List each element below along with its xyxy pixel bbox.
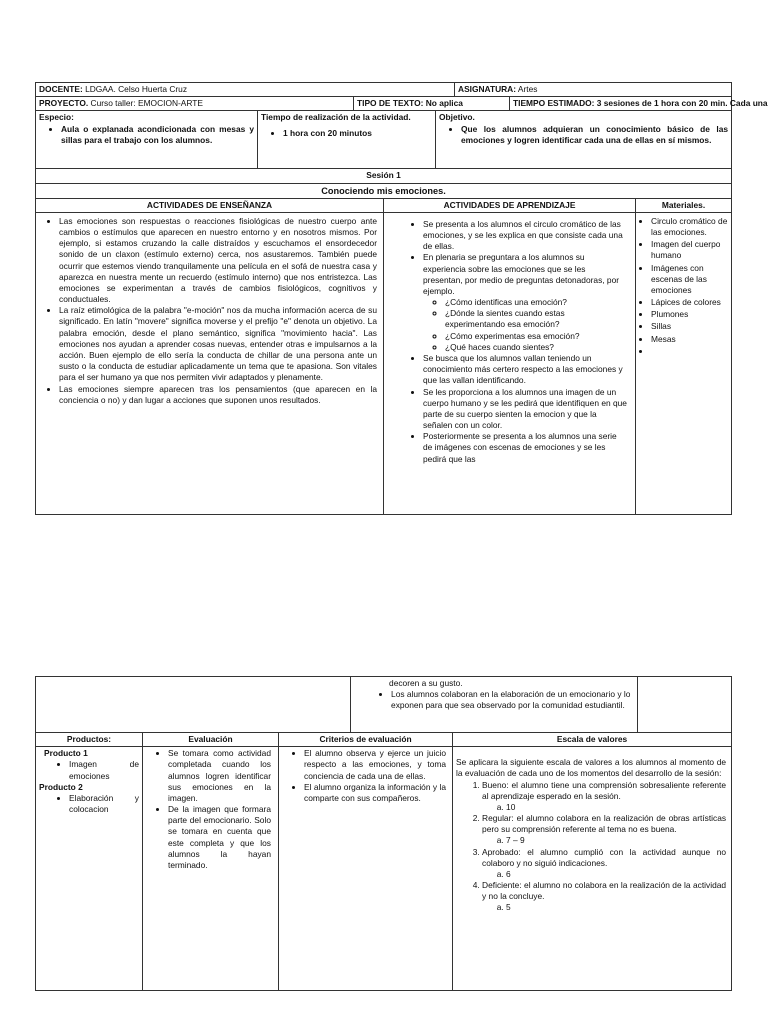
ensenanza-item: • Las emociones son respuestas o reacciones fisiológicas de nuestro cuerpo ante cambios o estímulos que aparecen en nuestro entorno y en nosotros mismos. Por ejemplo, si estamos cruzando la calle distraídos y escuchamos el ensordecedor sonido de un claxon (estímulo externo) cerca, nos asustaremos. También puede ocurrir que estemos viendo tranquilamente una película en el sofá de nuestra casa y aparezca en nuestra mente un recuerdo (estímulo interno) que nos entristezca. Las emociones se experimentan a través de cambios fisiológicos, cognitivos y conductuales. xyxy=(59,216,377,305)
proyecto-label: PROYECTO. xyxy=(39,98,89,109)
header-productos: Productos: xyxy=(36,733,143,747)
escala-level-text: Aprobado: el alumno cumplió con la actividad aunque no colaboro y no siguió indicaciones. xyxy=(482,846,727,868)
pregunta-item: ◦ ¿Qué haces cuando sientes? xyxy=(445,342,627,353)
escala-level-text: Deficiente: el alumno no colabora en la realización de la actividad y no la concluye. xyxy=(482,880,727,902)
material-item: • Sillas xyxy=(651,321,728,332)
ensenanza-item: • Las emociones siempre aparecen tras los pensamientos (que aparecen en la conciencia o no) y dan lugar a acciones que suponen unos resultados. xyxy=(59,384,377,406)
producto-item: • Imagen de emociones xyxy=(69,759,139,781)
aprendizaje-item-text: En plenaria se preguntara a los alumnos su experiencia sobre las emociones que se les presentan, por medio de preguntas detonadoras, por ejemplo. xyxy=(423,252,620,296)
escala-cell xyxy=(453,747,732,991)
producto-item: • Elaboración y colocacion xyxy=(69,793,139,815)
session-title: Sesión 1 xyxy=(36,169,732,183)
docente-value: LDGAA. Celso Huerta Cruz xyxy=(85,84,188,94)
evaluacion-cell xyxy=(143,747,279,991)
tipo-texto: TIPO DE TEXTO: No aplica xyxy=(354,97,510,111)
escala-level-value: a. 7 – 9 xyxy=(506,835,726,846)
objetivo-item: • Que los alumnos adquieran un conocimiento básico de las emociones y logren identificar cada una de ellas en sí mismos. xyxy=(461,124,728,146)
col-header-ensenanza: ACTIVIDADES DE ENSEÑANZA xyxy=(36,198,384,212)
aprendizaje-item: • Se presenta a los alumnos el circulo cromático de las emociones, y se les explica en que consiste cada una de ellas. xyxy=(423,219,627,253)
productos-cell xyxy=(36,747,143,991)
evaluacion-item: • Se tomara como actividad completada cuando los alumnos logren identificar sus emociones en la imagen. xyxy=(168,748,271,804)
objetivo-cell xyxy=(436,111,732,169)
aprendizaje-item: • Se les proporciona a los alumnos una imagen de un cuerpo humano y se les pedirá que identifiquen en que parte de su cuerpo sienten la emocion y que la señalen con un color. xyxy=(423,387,627,432)
material-item: • Plumones xyxy=(651,309,728,320)
ensenanza-item: • La raíz etimológica de la palabra "e-moción" nos da mucha información acerca de su significado. En latín "movere" significa moverse y el prefijo "e" denota un objetivo. La palabra emoción, desde el plano semántico, significa "movimiento hacia". Las emociones nos ayudan a aprender cosas nuevas, entender otras e impulsarnos a la acción. Buen ejemplo de ello sería la conducta de chillar de una persona ante un susto o la conducta de estudiar aplicadamente un tema que te apasiona. Son vitales para el ser humano ya que nos permiten vivir adaptados y plenamente. xyxy=(59,305,377,383)
docente-label: DOCENTE: xyxy=(39,84,83,94)
col-header-materiales: Materiales. xyxy=(636,198,732,212)
materiales-cell xyxy=(636,212,732,514)
espacio-item: • Aula o explanada acondicionada con mesas y sillas para el trabajo con los alumnos. xyxy=(61,124,254,146)
aprendizaje-item: • Se busca que los alumnos vallan teniendo un conocimiento más certero respecto a las emociones y que las vallan identificando. xyxy=(423,353,627,387)
escala-level xyxy=(482,847,726,881)
evaluacion-item: • De la imagen que formara parte del emocionario. Solo se tomara en cuenta que este completa y que los alumnos la hayan terminado. xyxy=(168,804,271,871)
escala-intro: Se aplicara la siguiente escala de valores a los alumnos al momento de la evaluación de cada uno de los momentos del desarrollo de la sesión: xyxy=(456,757,727,779)
aprendizaje-cell xyxy=(384,212,636,514)
objetivo-label: Objetivo. xyxy=(439,112,475,123)
producto-2-label: Producto 2 xyxy=(39,781,83,792)
escala-level-text: Regular: el alumno colabora en la realización de obras artísticas pero su comprensión referente al tema no es buena. xyxy=(482,813,727,835)
header-escala: Escala de valores xyxy=(453,733,732,747)
escala-level-text: Bueno: el alumno tiene una comprensión sobresaliente referente al aprendizaje esperado en la sesión. xyxy=(482,779,727,801)
proyecto-value: Curso taller: EMOCION-ARTE xyxy=(90,98,203,109)
escala-level xyxy=(482,880,726,914)
espacio-cell xyxy=(36,111,258,169)
aprendizaje-item: • Posteriormente se presenta a los alumnos una serie de imágenes con escenas de emociones y se les pedirá que las xyxy=(423,431,627,465)
asignatura-label: ASIGNATURA: xyxy=(458,84,517,94)
lesson-plan-continuation-table xyxy=(35,676,732,991)
escala-level xyxy=(482,813,726,847)
col-header-aprendizaje: ACTIVIDADES DE APRENDIZAJE xyxy=(384,198,636,212)
continuation-materiales-cell xyxy=(638,677,732,733)
asignatura-value: Artes xyxy=(517,84,538,94)
continuation-item: • Los alumnos colaboran en la elaboración de un emocionario y lo exponen para que sea observado por la comunidad estudiantil. xyxy=(391,689,634,711)
material-item: • Imagen del cuerpo humano xyxy=(651,239,728,261)
lesson-plan-table xyxy=(35,82,768,515)
tiempo-label: Tiempo de realización de la actividad. xyxy=(261,112,411,123)
escala-level-value: a. 10 xyxy=(506,802,726,813)
continuation-line: decoren a su gusto. xyxy=(389,678,463,688)
producto-1-label: Producto 1 xyxy=(44,748,88,759)
escala-level-value: a. 5 xyxy=(506,902,726,913)
asignatura-cell xyxy=(455,83,732,97)
docente-cell xyxy=(36,83,455,97)
criterio-item: • El alumno organiza la información y la comparte con sus compañeros. xyxy=(304,782,446,804)
tiempo-cell xyxy=(258,111,436,169)
continuation-empty-cell xyxy=(36,677,351,733)
session-subtitle: Conociendo mis emociones. xyxy=(36,183,732,198)
criterios-cell xyxy=(279,747,453,991)
pregunta-item: ◦ ¿Cómo identificas una emoción? xyxy=(445,297,627,308)
ensenanza-cell xyxy=(36,212,384,514)
escala-level xyxy=(482,780,726,814)
escala-level-value: a. 6 xyxy=(506,869,726,880)
material-item: • Mesas xyxy=(651,334,728,345)
tiempo-item: • 1 hora con 20 minutos xyxy=(283,128,432,139)
espacio-label: Especio: xyxy=(39,112,74,123)
pregunta-item: ◦ ¿Cómo experimentas esa emoción? xyxy=(445,331,627,342)
material-item: • Circulo cromático de las emociones. xyxy=(651,216,728,238)
aprendizaje-item xyxy=(423,252,627,353)
header-criterios: Criterios de evaluación xyxy=(279,733,453,747)
tiempo-estimado: TIEMPO ESTIMADO: 3 sesiones de 1 hora con 20 min. Cada una xyxy=(510,97,732,111)
material-item xyxy=(651,346,728,357)
continuation-cell xyxy=(351,677,638,733)
pregunta-item: ◦ ¿Dónde la sientes cuando estas experimentando esa emoción? xyxy=(445,308,627,330)
material-item: • Lápices de colores xyxy=(651,297,728,308)
proyecto-cell xyxy=(36,97,354,111)
criterio-item: • El alumno observa y ejerce un juicio respecto a las emociones, y toma conciencia de cada una de ellas. xyxy=(304,748,446,782)
header-evaluacion: Evaluación xyxy=(143,733,279,747)
material-item: • Imágenes con escenas de las emociones xyxy=(651,263,728,297)
